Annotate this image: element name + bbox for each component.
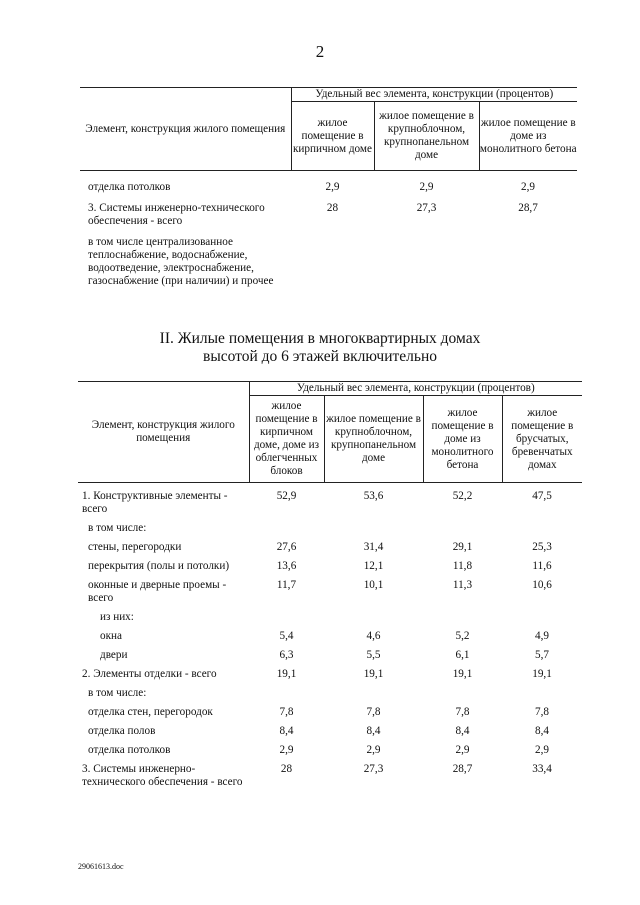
table-row (78, 687, 582, 706)
cell-value (324, 687, 423, 706)
row-label: из них: (100, 611, 134, 623)
cell-value: 5,4 (279, 630, 294, 642)
table-row (78, 611, 582, 630)
cell-value: 5,5 (366, 649, 381, 661)
table2-column-header: жилое помещение в крупноблочном, крупнопанельном доме (324, 396, 423, 483)
cell-value: 11,8 (452, 560, 473, 572)
cell-value: 2,9 (535, 744, 549, 756)
cell-value: 31,4 (363, 541, 384, 553)
cell-value: 8,4 (455, 725, 470, 737)
section-title (0, 330, 640, 366)
row-label: 3. Системы инженерно-технического обеспечения - всего (82, 763, 243, 788)
table-row (78, 560, 582, 579)
cell-value: 27,3 (363, 763, 384, 775)
cell-value (374, 236, 479, 288)
cell-value: 33,4 (532, 763, 552, 775)
cell-value: 8,4 (535, 725, 549, 737)
row-label: стены, перегородки (88, 541, 182, 553)
table-row (80, 202, 577, 236)
cell-value: 10,6 (532, 579, 552, 591)
cell-value (502, 611, 582, 630)
cell-value (502, 687, 582, 706)
cell-value: 28 (326, 202, 339, 214)
row-label: 3. Системы инженерно-технического обеспечения - всего (88, 202, 265, 227)
cell-value (423, 687, 502, 706)
cell-value: 7,8 (366, 706, 381, 718)
table-row (78, 541, 582, 560)
cell-value: 2,9 (366, 744, 381, 756)
cell-value: 19,1 (276, 668, 297, 680)
cell-value (502, 522, 582, 541)
table-continued (80, 87, 577, 288)
cell-value (324, 611, 423, 630)
cell-value (423, 522, 502, 541)
cell-value (291, 236, 374, 288)
cell-value (249, 611, 324, 630)
cell-value: 5,7 (535, 649, 549, 661)
cell-value: 19,1 (452, 668, 473, 680)
cell-value: 7,8 (535, 706, 549, 718)
table1-group-header: Удельный вес элемента, конструкции (процентов) (291, 88, 577, 102)
cell-value: 2,9 (521, 181, 535, 193)
row-label: окна (100, 630, 122, 642)
table-row (78, 490, 582, 522)
table2-column-header: жилое помещение в брусчатых, бревенчатых домах (502, 396, 582, 483)
table2-element-header: Элемент, конструкция жилого помещения (78, 382, 249, 483)
table1-element-header: Элемент, конструкция жилого помещения (80, 88, 291, 171)
table-row (78, 706, 582, 725)
row-label: оконные и дверные проемы - всего (88, 579, 227, 604)
cell-value: 47,5 (532, 490, 552, 502)
cell-value (423, 611, 502, 630)
table1-column-header: жилое помещение в доме из монолитного бетона (479, 102, 577, 171)
row-label: 1. Конструктивные элементы - всего (82, 490, 228, 515)
cell-value: 27,6 (276, 541, 297, 553)
cell-value: 19,1 (532, 668, 552, 680)
cell-value: 8,4 (279, 725, 294, 737)
cell-value: 6,3 (279, 649, 294, 661)
row-label: отделка стен, перегородок (88, 706, 213, 718)
footer-file-name: 29061613.doc (78, 862, 124, 871)
cell-value: 11,7 (276, 579, 297, 591)
table1-column-header: жилое помещение в кирпичном доме (291, 102, 374, 171)
row-label: отделка полов (88, 725, 156, 737)
cell-value: 2,9 (419, 181, 434, 193)
cell-value: 5,2 (455, 630, 470, 642)
table1-column-header: жилое помещение в крупноблочном, крупнопанельном доме (374, 102, 479, 171)
table-row (78, 649, 582, 668)
cell-value: 27,3 (416, 202, 437, 214)
cell-value: 28 (280, 763, 293, 775)
cell-value: 2,9 (325, 181, 340, 193)
table2-column-header: жилое помещение в доме из монолитного бетона (423, 396, 502, 483)
section-title-line: II. Жилые помещения в многоквартирных домах (159, 330, 481, 347)
table-row (80, 181, 577, 202)
row-label: в том числе: (88, 687, 147, 699)
cell-value (324, 522, 423, 541)
cell-value: 11,6 (532, 560, 552, 572)
table2-group-header: Удельный вес элемента, конструкции (процентов) (249, 382, 582, 396)
table-row (78, 725, 582, 744)
page-number: 2 (315, 42, 325, 61)
cell-value: 8,4 (366, 725, 381, 737)
table2-column-header: жилое помещение в кирпичном доме, доме из облегченных блоков (249, 396, 324, 483)
row-label: в том числе: (88, 522, 147, 534)
cell-value: 4,9 (535, 630, 549, 642)
cell-value (249, 522, 324, 541)
cell-value: 11,3 (452, 579, 473, 591)
cell-value: 2,9 (279, 744, 294, 756)
table-section-2 (78, 381, 582, 795)
cell-value: 10,1 (363, 579, 384, 591)
cell-value: 7,8 (279, 706, 294, 718)
cell-value: 19,1 (363, 668, 384, 680)
section-title-line: высотой до 6 этажей включительно (203, 348, 437, 365)
table-row (78, 579, 582, 611)
row-label: в том числе централизованное теплоснабжение, водоснабжение, водоотведение, электроснабжение, газоснабжение (при наличии) и прочее (88, 236, 274, 287)
cell-value: 52,2 (452, 490, 473, 502)
row-label: 2. Элементы отделки - всего (82, 668, 217, 680)
cell-value: 28,7 (518, 202, 538, 214)
cell-value: 12,1 (363, 560, 384, 572)
cell-value: 28,7 (452, 763, 473, 775)
table-row (80, 236, 577, 288)
table-row (78, 763, 582, 795)
table-row (78, 630, 582, 649)
cell-value (249, 687, 324, 706)
cell-value: 2,9 (455, 744, 470, 756)
cell-value: 4,6 (366, 630, 381, 642)
table-row (78, 668, 582, 687)
cell-value: 52,9 (276, 490, 297, 502)
cell-value: 13,6 (276, 560, 297, 572)
cell-value (479, 236, 577, 288)
row-label: перекрытия (полы и потолки) (88, 560, 230, 572)
cell-value: 6,1 (455, 649, 470, 661)
row-label: отделка потолков (88, 181, 171, 193)
table-row (78, 522, 582, 541)
row-label: отделка потолков (88, 744, 171, 756)
row-label: двери (100, 649, 128, 661)
cell-value: 53,6 (363, 490, 384, 502)
table-row (78, 744, 582, 763)
cell-value: 7,8 (455, 706, 470, 718)
cell-value: 25,3 (532, 541, 552, 553)
cell-value: 29,1 (452, 541, 473, 553)
